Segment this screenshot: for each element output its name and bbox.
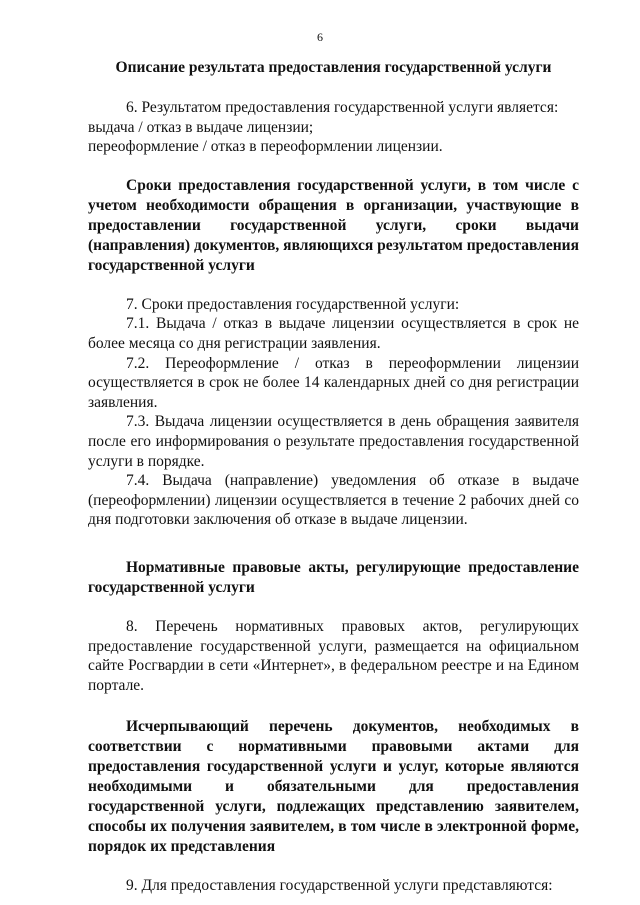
paragraph-8: 8. Перечень нормативных правовых актов, регулирующих предоставление государственной услуги, размещается на официальном сайте Росгвардии в сети «Интернет», в федеральном реестре и на Едином портале. — [88, 617, 579, 694]
paragraph-6-line-issue: выдача / отказ в выдаче лицензии; — [88, 118, 314, 136]
paragraph-6: 6. Результатом предоставления государственной услуги является: — [126, 99, 559, 116]
paragraph-7-1: 7.1. Выдача / отказ в выдаче лицензии осуществляется в срок не более месяца со дня регистрации заявления. — [88, 315, 579, 352]
paragraph-6-line-reissue: переоформление / отказ в переоформлении лицензии. — [88, 138, 443, 156]
paragraph-7: 7. Сроки предоставления государственной услуги: — [126, 295, 460, 313]
section-heading-terms: Сроки предоставления государственной услуги, в том числе с учетом необходимости обращения в организации, участвующие в предоставлении государственной услуги, сроки выдачи (направления) документов, являющихся результатом предоставления государственной услуги — [88, 176, 579, 274]
document-body — [88, 58, 579, 896]
section-heading-result: Описание результата предоставления государственной услуги — [115, 59, 552, 76]
section-heading-documents: Исчерпывающий перечень документов, необходимых в соответствии с нормативными правовыми актами для предоставления государственной услуги и услуг, которые являются необходимыми и обязательными для предоставления государственной услуги, подлежащих представлению заявителем, способы их получения заявителем, в том числе в электронной форме, порядок их представления — [88, 718, 579, 856]
paragraph-7-2: 7.2. Переоформление / отказ в переоформлении лицензии осуществляется в срок не более 14 календарных дней со дня регистрации заявления. — [88, 354, 579, 411]
page-number: 6 — [317, 30, 323, 44]
paragraph-7-4: 7.4. Выдача (направление) уведомления об отказе в выдаче (переоформлении) лицензии осуществляется в течение 2 рабочих дней со дня подготовки заключения об отказе в выдаче лицензии. — [88, 472, 579, 529]
paragraph-7-3: 7.3. Выдача лицензии осуществляется в день обращения заявителя после его информирования о результате предоставления государственной услуги в порядке. — [88, 413, 579, 470]
section-heading-legal-acts: Нормативные правовые акты, регулирующие предоставление государственной услуги — [88, 558, 579, 596]
paragraph-9: 9. Для предоставления государственной услуги представляются: — [126, 877, 553, 895]
